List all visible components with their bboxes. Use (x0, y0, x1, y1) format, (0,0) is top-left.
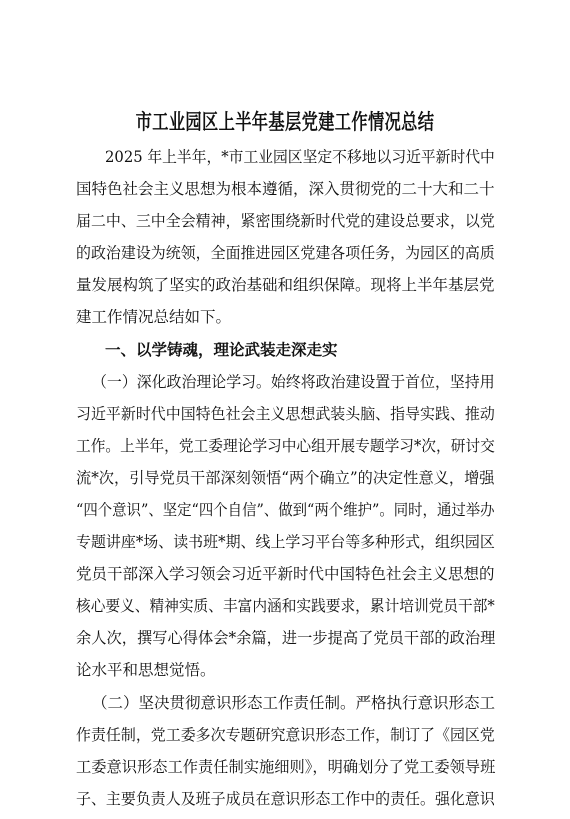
section-heading-text: 一、以学铸魂，理论武装走深走实 (105, 340, 338, 359)
para2-line-4 (0, 787, 570, 819)
para1-line-text: 核心要义、精神实质、丰富内涵和实践要求，累计培训党员干部* (76, 597, 495, 615)
para2-line-text: （二）坚决贯彻意识形态工作责任制。严格执行意识形态工 (92, 694, 496, 712)
para1-line-10 (0, 658, 570, 690)
para1-line-text: “四个意识”、坚定“四个自信”、做到“两个维护”。同时，通过举办 (76, 501, 495, 519)
intro-line-text: 届二中、三中全会精神，紧密围绕新时代党的建设总要求，以党 (76, 212, 495, 230)
intro-line-4 (0, 241, 570, 273)
intro-line-text: 建工作情况总结如下。 (76, 308, 232, 326)
para2-line-2 (0, 723, 570, 755)
para1-line-2 (0, 402, 570, 434)
para1-line-5 (0, 498, 570, 530)
intro-line-text: 国特色社会主义思想为根本遵循，深入贯彻党的二十大和二十 (76, 180, 495, 198)
para1-line-text: 党员干部深入学习领会习近平新时代中国特色社会主义思想的 (76, 565, 495, 583)
para1-line-text: 习近平新时代中国特色社会主义思想武装头脑、指导实践、推动 (76, 405, 495, 423)
para1-line-text: 专题讲座*场、读书班*期、线上学习平台等多种形式，组织园区 (76, 533, 495, 551)
intro-line-text: 的政治建设为统领，全面推进园区党建各项任务，为园区的高质 (76, 244, 495, 262)
para1-line-7 (0, 562, 570, 594)
document-title: 市工业园区上半年基层党建工作情况总结 (135, 109, 435, 134)
para2-line-text: 作责任制，党工委多次专题研究意识形态工作，制订了《园区党 (76, 726, 495, 744)
para1-line-4 (0, 466, 570, 498)
para1-line-8 (0, 594, 570, 626)
intro-line-3 (0, 209, 570, 241)
para1-line-text: （一）深化政治理论学习。始终将政治建设置于首位，坚持用 (92, 373, 495, 391)
intro-line-1 (0, 145, 570, 177)
para2-line-text: 子、主要负责人及班子成员在意识形态工作中的责任。强化意识 (76, 790, 495, 808)
para1-line-6 (0, 530, 570, 562)
para1-line-1 (0, 370, 570, 402)
para2-line-1 (0, 691, 570, 723)
intro-line-2 (0, 177, 570, 209)
section-heading (0, 338, 570, 370)
para1-line-text: 余人次，撰写心得体会*余篇，进一步提高了党员干部的政治理 (76, 629, 496, 647)
intro-line-5 (0, 273, 570, 305)
para1-line-text: 工作。上半年，党工委理论学习中心组开展专题学习*次，研讨交 (76, 437, 495, 455)
para2-line-3 (0, 755, 570, 787)
para1-line-9 (0, 626, 570, 658)
intro-line-text: 2025 年上半年，*市工业园区坚定不移地以习近平新时代中 (105, 148, 495, 166)
para2-line-text: 工委意识形态工作责任制实施细则》，明确划分了党工委领导班 (76, 758, 496, 776)
para1-line-text: 流*次，引导党员干部深刻领悟“两个确立”的决定性意义，增强 (76, 469, 495, 487)
intro-line-text: 量发展构筑了坚实的政治基础和组织保障。现将上半年基层党 (76, 276, 495, 294)
intro-line-6 (0, 305, 570, 337)
para1-line-text: 论水平和思想觉悟。 (76, 661, 216, 679)
para1-line-3 (0, 434, 570, 466)
